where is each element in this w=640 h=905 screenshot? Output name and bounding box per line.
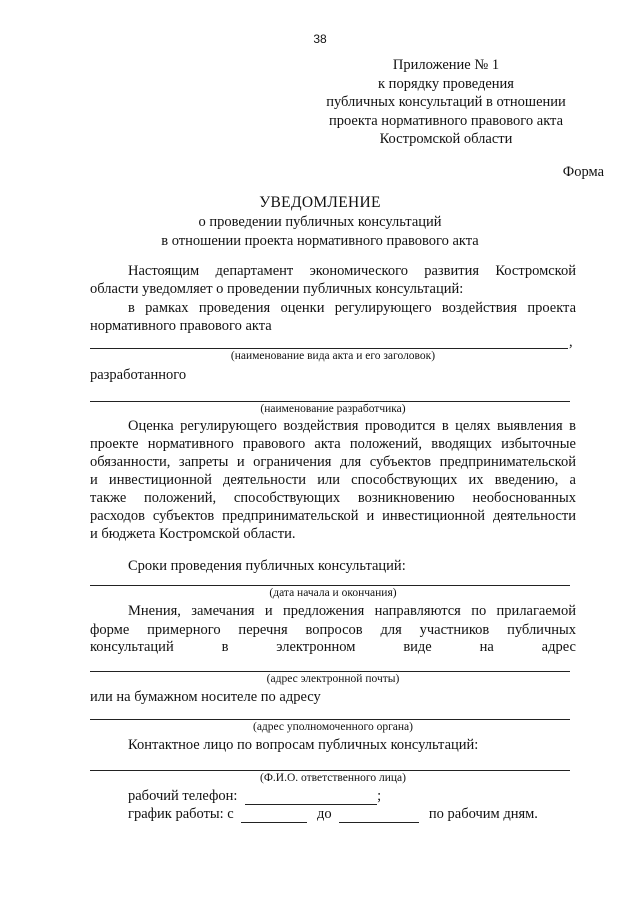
phone-label: рабочий телефон: [128, 788, 238, 804]
schedule-label: график работы: с [128, 806, 234, 822]
assessment-line: и инвестиционной деятельности или способствующих их введению, а [90, 472, 576, 488]
org-address-caption: (адрес уполномоченного органа) [253, 721, 413, 733]
schedule-middle: до [317, 806, 332, 822]
appendix-line: Костромской области [379, 131, 513, 147]
act-field-comma: , [569, 334, 573, 350]
act-name-caption: (наименование вида акта и его заголовок) [230, 350, 436, 362]
opinions-line: Мнения, замечания и предложения направляются по прилагаемой [128, 603, 576, 619]
assessment-line: обязанности, запреты и ограничения для субъектов предпринимательской [90, 454, 576, 470]
document-subtitle [0, 213, 640, 250]
email-field[interactable] [90, 671, 570, 672]
org-address-field[interactable] [90, 719, 570, 720]
email-caption: (адрес электронной почты) [266, 673, 400, 685]
subtitle-line: о проведении публичных консультаций [198, 214, 442, 230]
act-name-field[interactable] [90, 348, 568, 349]
intro-line: Настоящим департамент экономического развития Костромской [128, 263, 576, 279]
opinions-word: электронном [276, 639, 356, 655]
appendix-line: публичных консультаций в отношении [326, 94, 566, 110]
opinions-line: форме примерного перечня вопросов для участников публичных [90, 622, 576, 638]
appendix-line: проекта нормативного правового акта [328, 112, 564, 129]
appendix-header [296, 56, 596, 149]
phone-suffix: ; [377, 788, 382, 804]
intro-line: области уведомляет о проведении публичных консультаций: [90, 281, 464, 297]
subtitle-line: в отношении проекта нормативного правового акта [161, 232, 479, 249]
document-title: УВЕДОМЛЕНИЕ [259, 194, 381, 211]
appendix-line: к порядку проведения [378, 75, 514, 92]
assessment-line: также положений, способствующих возникновению необоснованных [90, 490, 576, 506]
page-number: 38 [313, 32, 327, 46]
developed-label: разработанного [90, 367, 187, 383]
opinions-word: в [221, 639, 229, 655]
opinions-last-line [90, 639, 576, 656]
appendix-line: Приложение № 1 [392, 57, 500, 73]
schedule-from-field[interactable] [241, 808, 307, 823]
contact-label: Контактное лицо по вопросам публичных консультаций: [128, 737, 479, 753]
dates-caption: (дата начала и окончания) [269, 587, 397, 599]
schedule-row [128, 806, 538, 823]
phone-field[interactable] [245, 790, 377, 805]
dates-field[interactable] [90, 585, 570, 586]
assessment-line: проекте нормативного правового акта положений, вводящих избыточные [90, 436, 576, 452]
assessment-line: Оценка регулирующего воздействия проводится в целях выявления в [128, 418, 576, 434]
terms-label: Сроки проведения публичных консультаций: [128, 558, 406, 574]
form-label: Форма [562, 164, 604, 180]
assessment-line: и бюджета Костромской области. [90, 526, 296, 542]
developer-caption: (наименование разработчика) [260, 403, 406, 415]
opinions-word: адрес [541, 639, 576, 655]
paper-label: или на бумажном носителе по адресу [90, 689, 321, 705]
schedule-suffix: по рабочим дням. [428, 806, 538, 822]
phone-row [128, 788, 381, 805]
opinions-word: консультаций [90, 639, 174, 655]
developer-field[interactable] [90, 401, 570, 402]
intro-line: в рамках проведения оценки регулирующего воздействия проекта [128, 300, 576, 316]
assessment-line: расходов субъектов предпринимательской и инвестиционной деятельности [90, 508, 576, 524]
opinions-word: виде [403, 639, 432, 655]
opinions-word: на [479, 639, 494, 655]
person-caption: (Ф.И.О. ответственного лица) [260, 772, 406, 784]
intro-line: нормативного правового акта [90, 318, 272, 334]
person-field[interactable] [90, 770, 570, 771]
schedule-to-field[interactable] [339, 808, 419, 823]
